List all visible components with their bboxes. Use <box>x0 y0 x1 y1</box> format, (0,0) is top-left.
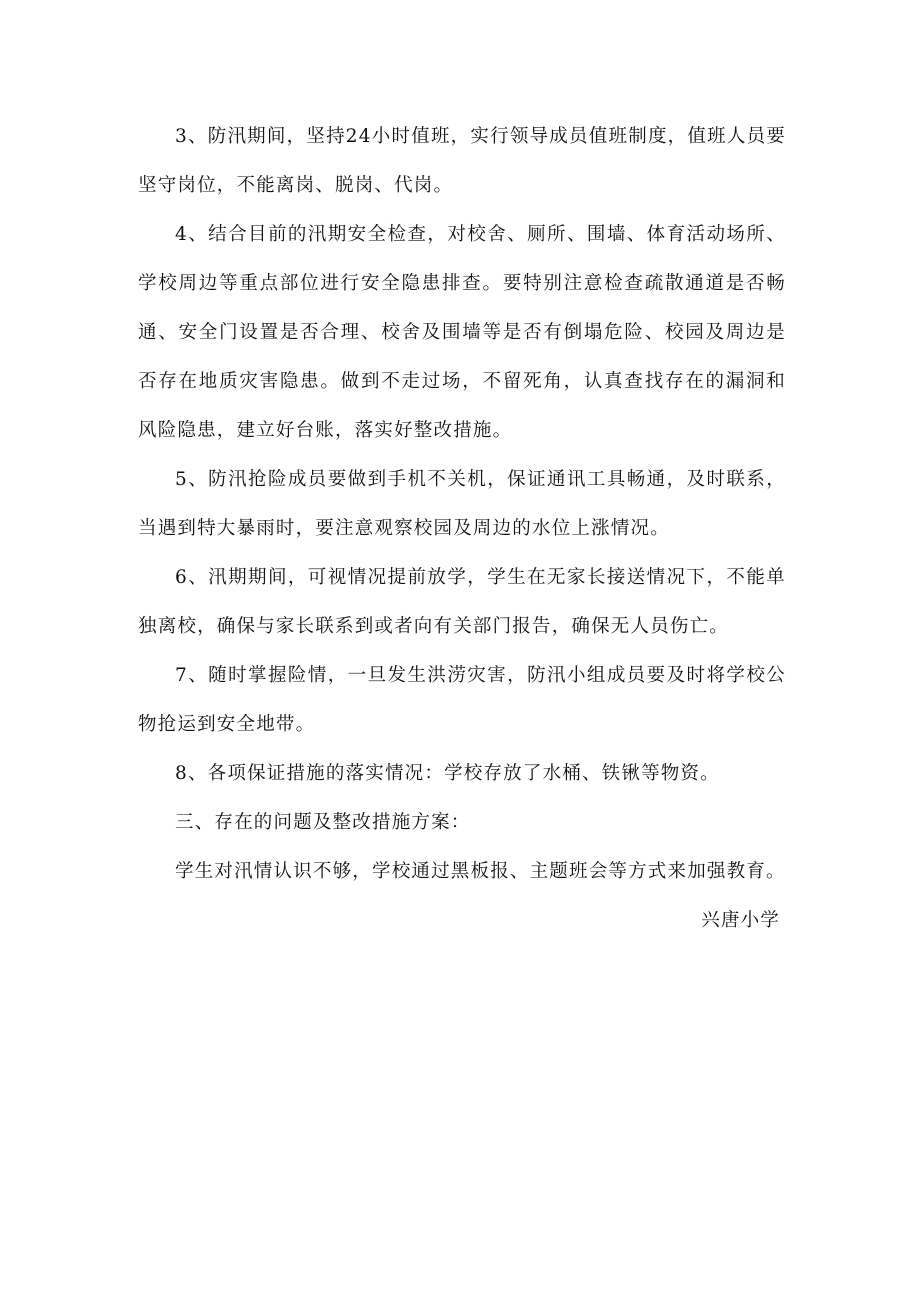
paragraph-rectification: 学生对汛情认识不够，学校通过黑板报、主题班会等方式来加强教育。 <box>175 861 786 882</box>
paragraph-item-8: 8、各项保证措施的落实情况：学校存放了水桶、铁锹等物资。 <box>175 763 720 784</box>
paragraph-item-5: 5、防汛抢险成员要做到手机不关机，保证通讯工具畅通，及时联系，当遇到特大暴雨时，要注意观察校园及周边的水位上涨情况。 <box>138 469 786 539</box>
document-body <box>138 112 786 945</box>
signature-school-name: 兴唐小学 <box>701 910 780 931</box>
paragraph-item-4: 4、结合目前的汛期安全检查，对校舍、厕所、围墙、体育活动场所、学校周边等重点部位进行安全隐患排查。要特别注意检查疏散通道是否畅通、安全门设置是否合理、校舍及围墙等是否有倒塌危险、校园及周边是否存在地质灾害隐患。做到不走过场，不留死角，认真查找存在的漏洞和风险隐患，建立好台账，落实好整改措施。 <box>138 224 786 441</box>
section-heading-problems: 三、存在的问题及整改措施方案： <box>175 812 471 833</box>
paragraph-item-7: 7、随时掌握险情，一旦发生洪涝灾害，防汛小组成员要及时将学校公物抢运到安全地带。 <box>138 665 786 735</box>
paragraph-item-3: 3、防汛期间，坚持24小时值班，实行领导成员值班制度，值班人员要坚守岗位，不能离岗、脱岗、代岗。 <box>138 126 786 196</box>
paragraph-item-6: 6、汛期期间，可视情况提前放学，学生在无家长接送情况下，不能单独离校，确保与家长联系到或者向有关部门报告，确保无人员伤亡。 <box>138 567 786 637</box>
